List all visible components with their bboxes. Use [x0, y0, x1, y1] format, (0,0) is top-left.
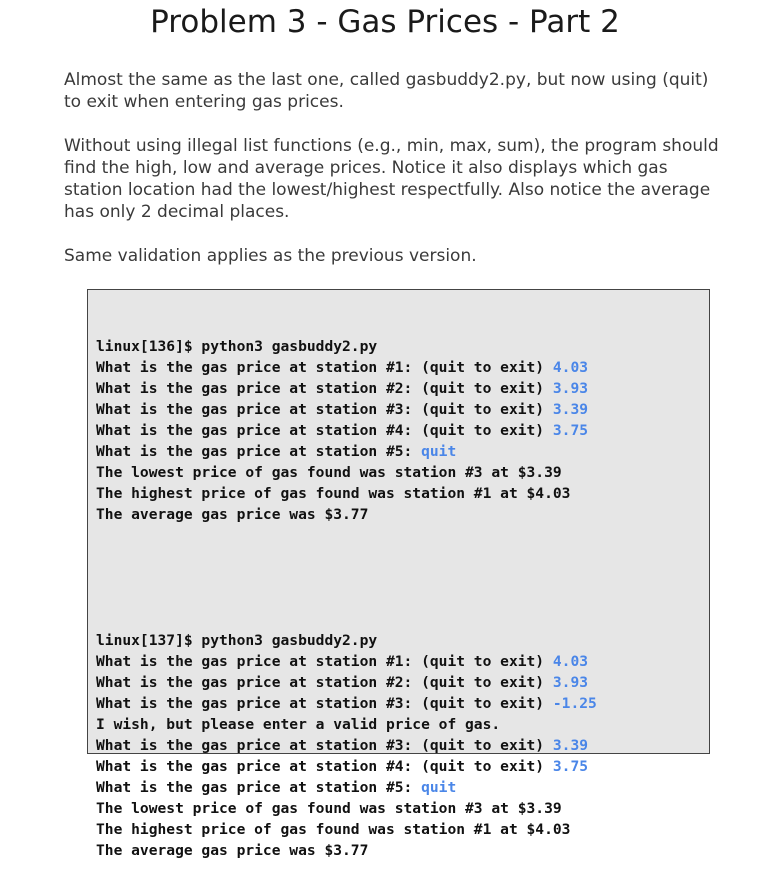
terminal-line-text: What is the gas price at station #3: (quit to exit): [96, 695, 553, 712]
terminal-line: [96, 420, 709, 441]
terminal-line-text: What is the gas price at station #5:: [96, 779, 422, 796]
terminal-line-text: I wish, but please enter a valid price of gas.: [96, 716, 501, 733]
terminal-line: [96, 840, 709, 861]
user-input-value: 4.03: [552, 359, 589, 376]
terminal-line-text: What is the gas price at station #1: (quit to exit): [96, 653, 553, 670]
terminal-line: [96, 483, 709, 504]
user-input-value: quit: [421, 779, 457, 796]
blank-line: [96, 567, 709, 588]
terminal-line-text: linux[136]$ python3 gasbuddy2.py: [96, 338, 378, 355]
terminal-line-text: What is the gas price at station #4: (quit to exit): [96, 422, 553, 439]
terminal-line: [96, 504, 709, 525]
terminal-line: [96, 672, 709, 693]
terminal-line-text: What is the gas price at station #3: (quit to exit): [96, 401, 553, 418]
user-input-value: 3.93: [552, 674, 589, 691]
requirements-paragraph: Without using illegal list functions (e.g., min, max, sum), the program should find the high, low and average prices. Notice it also displays which gas station location had the lowest/highest respectfully. Also notice the average has only 2 decimal places.: [64, 136, 719, 222]
terminal-line-text: What is the gas price at station #3: (quit to exit): [96, 737, 553, 754]
terminal-line: [96, 441, 709, 462]
terminal-line: [96, 819, 709, 840]
terminal-line: [96, 651, 709, 672]
page-title: Problem 3 - Gas Prices - Part 2: [150, 4, 620, 40]
terminal-line-text: What is the gas price at station #5:: [96, 443, 422, 460]
user-input-value: 3.75: [552, 422, 589, 439]
terminal-line-text: The lowest price of gas found was station #3 at $3.39: [96, 800, 562, 817]
terminal-line: [96, 798, 709, 819]
terminal-line: [96, 336, 709, 357]
terminal-line: [96, 693, 709, 714]
terminal-line-text: The highest price of gas found was station #1 at $4.03: [96, 485, 571, 502]
terminal-line-text: What is the gas price at station #2: (quit to exit): [96, 380, 553, 397]
terminal-line-text: The highest price of gas found was station #1 at $4.03: [96, 821, 571, 838]
terminal-line-text: The average gas price was $3.77: [96, 506, 369, 523]
terminal-line: [96, 756, 709, 777]
terminal-line-text: The lowest price of gas found was station #3 at $3.39: [96, 464, 562, 481]
terminal-line: [96, 399, 709, 420]
terminal-line: [96, 777, 709, 798]
user-input-value: 3.39: [552, 401, 589, 418]
terminal-line: [96, 630, 709, 651]
user-input-value: 3.75: [552, 758, 589, 775]
user-input-value: 3.93: [552, 380, 589, 397]
terminal-line: [96, 357, 709, 378]
terminal-run-2: [96, 630, 709, 861]
user-input-value: 4.03: [552, 653, 589, 670]
terminal-line-text: What is the gas price at station #1: (quit to exit): [96, 359, 553, 376]
intro-paragraph: Almost the same as the last one, called gasbuddy2.py, but now using (quit) to exit when entering gas prices.: [64, 70, 709, 112]
terminal-line-text: linux[137]$ python3 gasbuddy2.py: [96, 632, 378, 649]
terminal-line-text: What is the gas price at station #4: (quit to exit): [96, 758, 553, 775]
terminal-line-text: What is the gas price at station #2: (quit to exit): [96, 674, 553, 691]
terminal-line: [96, 735, 709, 756]
user-input-value: -1.25: [552, 695, 597, 712]
terminal-line: [96, 714, 709, 735]
user-input-value: quit: [421, 443, 457, 460]
validation-paragraph: Same validation applies as the previous version.: [64, 246, 477, 266]
terminal-line: [96, 378, 709, 399]
user-input-value: 3.39: [552, 737, 589, 754]
terminal-line-text: The average gas price was $3.77: [96, 842, 369, 859]
terminal-output: [87, 289, 710, 859]
terminal-line: [96, 462, 709, 483]
terminal-run-1: [96, 336, 709, 525]
